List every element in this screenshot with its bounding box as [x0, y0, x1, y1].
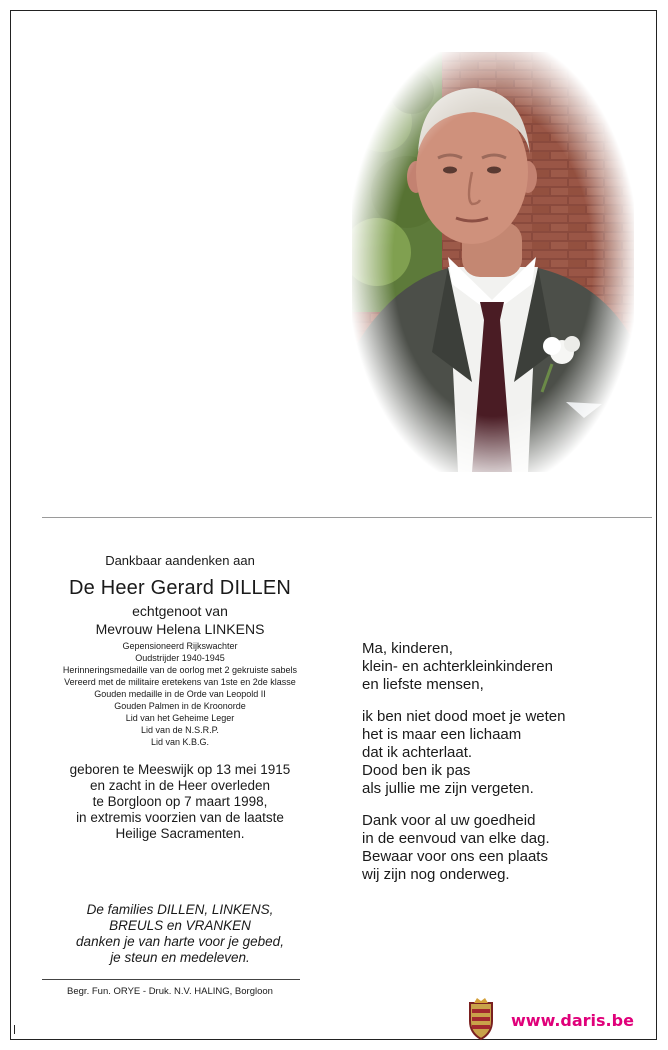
- left-panel: [30, 553, 330, 966]
- honors-list: [30, 640, 330, 748]
- poem-stanza: [362, 708, 642, 798]
- thanks-line: je steun en medeleven.: [110, 950, 250, 965]
- honor-line: Gouden Palmen in de Kroonorde: [114, 701, 246, 711]
- birth-death-line: geboren te Meeswijk op 13 mei 1915: [69, 762, 291, 777]
- poem-line: het is maar een lichaam: [362, 726, 522, 743]
- scan-mark: [14, 1025, 15, 1034]
- thanks-line: danken je van harte voor je gebed,: [76, 934, 284, 949]
- poem-line: Dood ben ik pas: [362, 762, 471, 779]
- poem-line: dat ik achterlaat.: [362, 744, 473, 761]
- honor-line: Vereerd met de militaire eretekens van 1ste en 2de klasse: [64, 677, 296, 687]
- honor-line: Lid van het Geheime Leger: [125, 713, 235, 723]
- fold-line: [42, 517, 652, 518]
- poem-line: en liefste mensen,: [362, 676, 484, 693]
- spouse-line-1: echtgenoot van: [132, 603, 228, 619]
- poem-line: Ma, kinderen,: [362, 640, 453, 657]
- spouse-line-2: Mevrouw Helena LINKENS: [95, 621, 265, 637]
- honor-line: Oudstrijder 1940-1945: [135, 653, 225, 663]
- poem: [362, 640, 642, 898]
- divider: [42, 979, 300, 980]
- poem-line: wij zijn nog onderweg.: [362, 866, 510, 883]
- website-link[interactable]: www.daris.be: [511, 1011, 634, 1030]
- poem-stanza: [362, 812, 642, 884]
- honor-line: Lid van de N.S.R.P.: [141, 725, 219, 735]
- birth-death-line: en zacht in de Heer overleden: [89, 778, 271, 793]
- portrait-photo: [352, 52, 634, 472]
- poem-line: klein- en achterkleinkinderen: [362, 658, 553, 675]
- birth-death-text: [30, 762, 330, 842]
- intro-text: Dankbaar aandenken aan: [105, 553, 255, 568]
- honor-line: Herinneringsmedaille van de oorlog met 2 gekruiste sabels: [62, 665, 298, 675]
- crest-icon: [466, 997, 496, 1041]
- family-thanks: [30, 902, 330, 966]
- birth-death-line: in extremis voorzien van de laatste: [76, 810, 284, 825]
- honor-line: Gouden medaille in de Orde van Leopold II: [94, 689, 266, 699]
- thanks-line: De families DILLEN, LINKENS,: [86, 902, 274, 917]
- deceased-name: De Heer Gerard DILLEN: [68, 577, 292, 599]
- poem-line: als jullie me zijn vergeten.: [362, 780, 534, 797]
- poem-line: ik ben niet dood moet je weten: [362, 708, 566, 725]
- honor-line: Gepensioneerd Rijkswachter: [122, 641, 238, 651]
- poem-stanza: [362, 640, 642, 694]
- poem-line: Dank voor al uw goedheid: [362, 812, 536, 829]
- honor-line: Lid van K.B.G.: [150, 737, 210, 747]
- portrait-illustration: [352, 52, 634, 472]
- birth-death-line: Heilige Sacramenten.: [115, 826, 245, 841]
- printer-credit: Begr. Fun. ORYE - Druk. N.V. HALING, Borgloon: [67, 986, 273, 997]
- poem-line: in de eenvoud van elke dag.: [362, 830, 550, 847]
- thanks-line: BREULS en VRANKEN: [109, 918, 251, 933]
- birth-death-line: te Borgloon op 7 maart 1998,: [92, 794, 268, 809]
- poem-line: Bewaar voor ons een plaats: [362, 848, 548, 865]
